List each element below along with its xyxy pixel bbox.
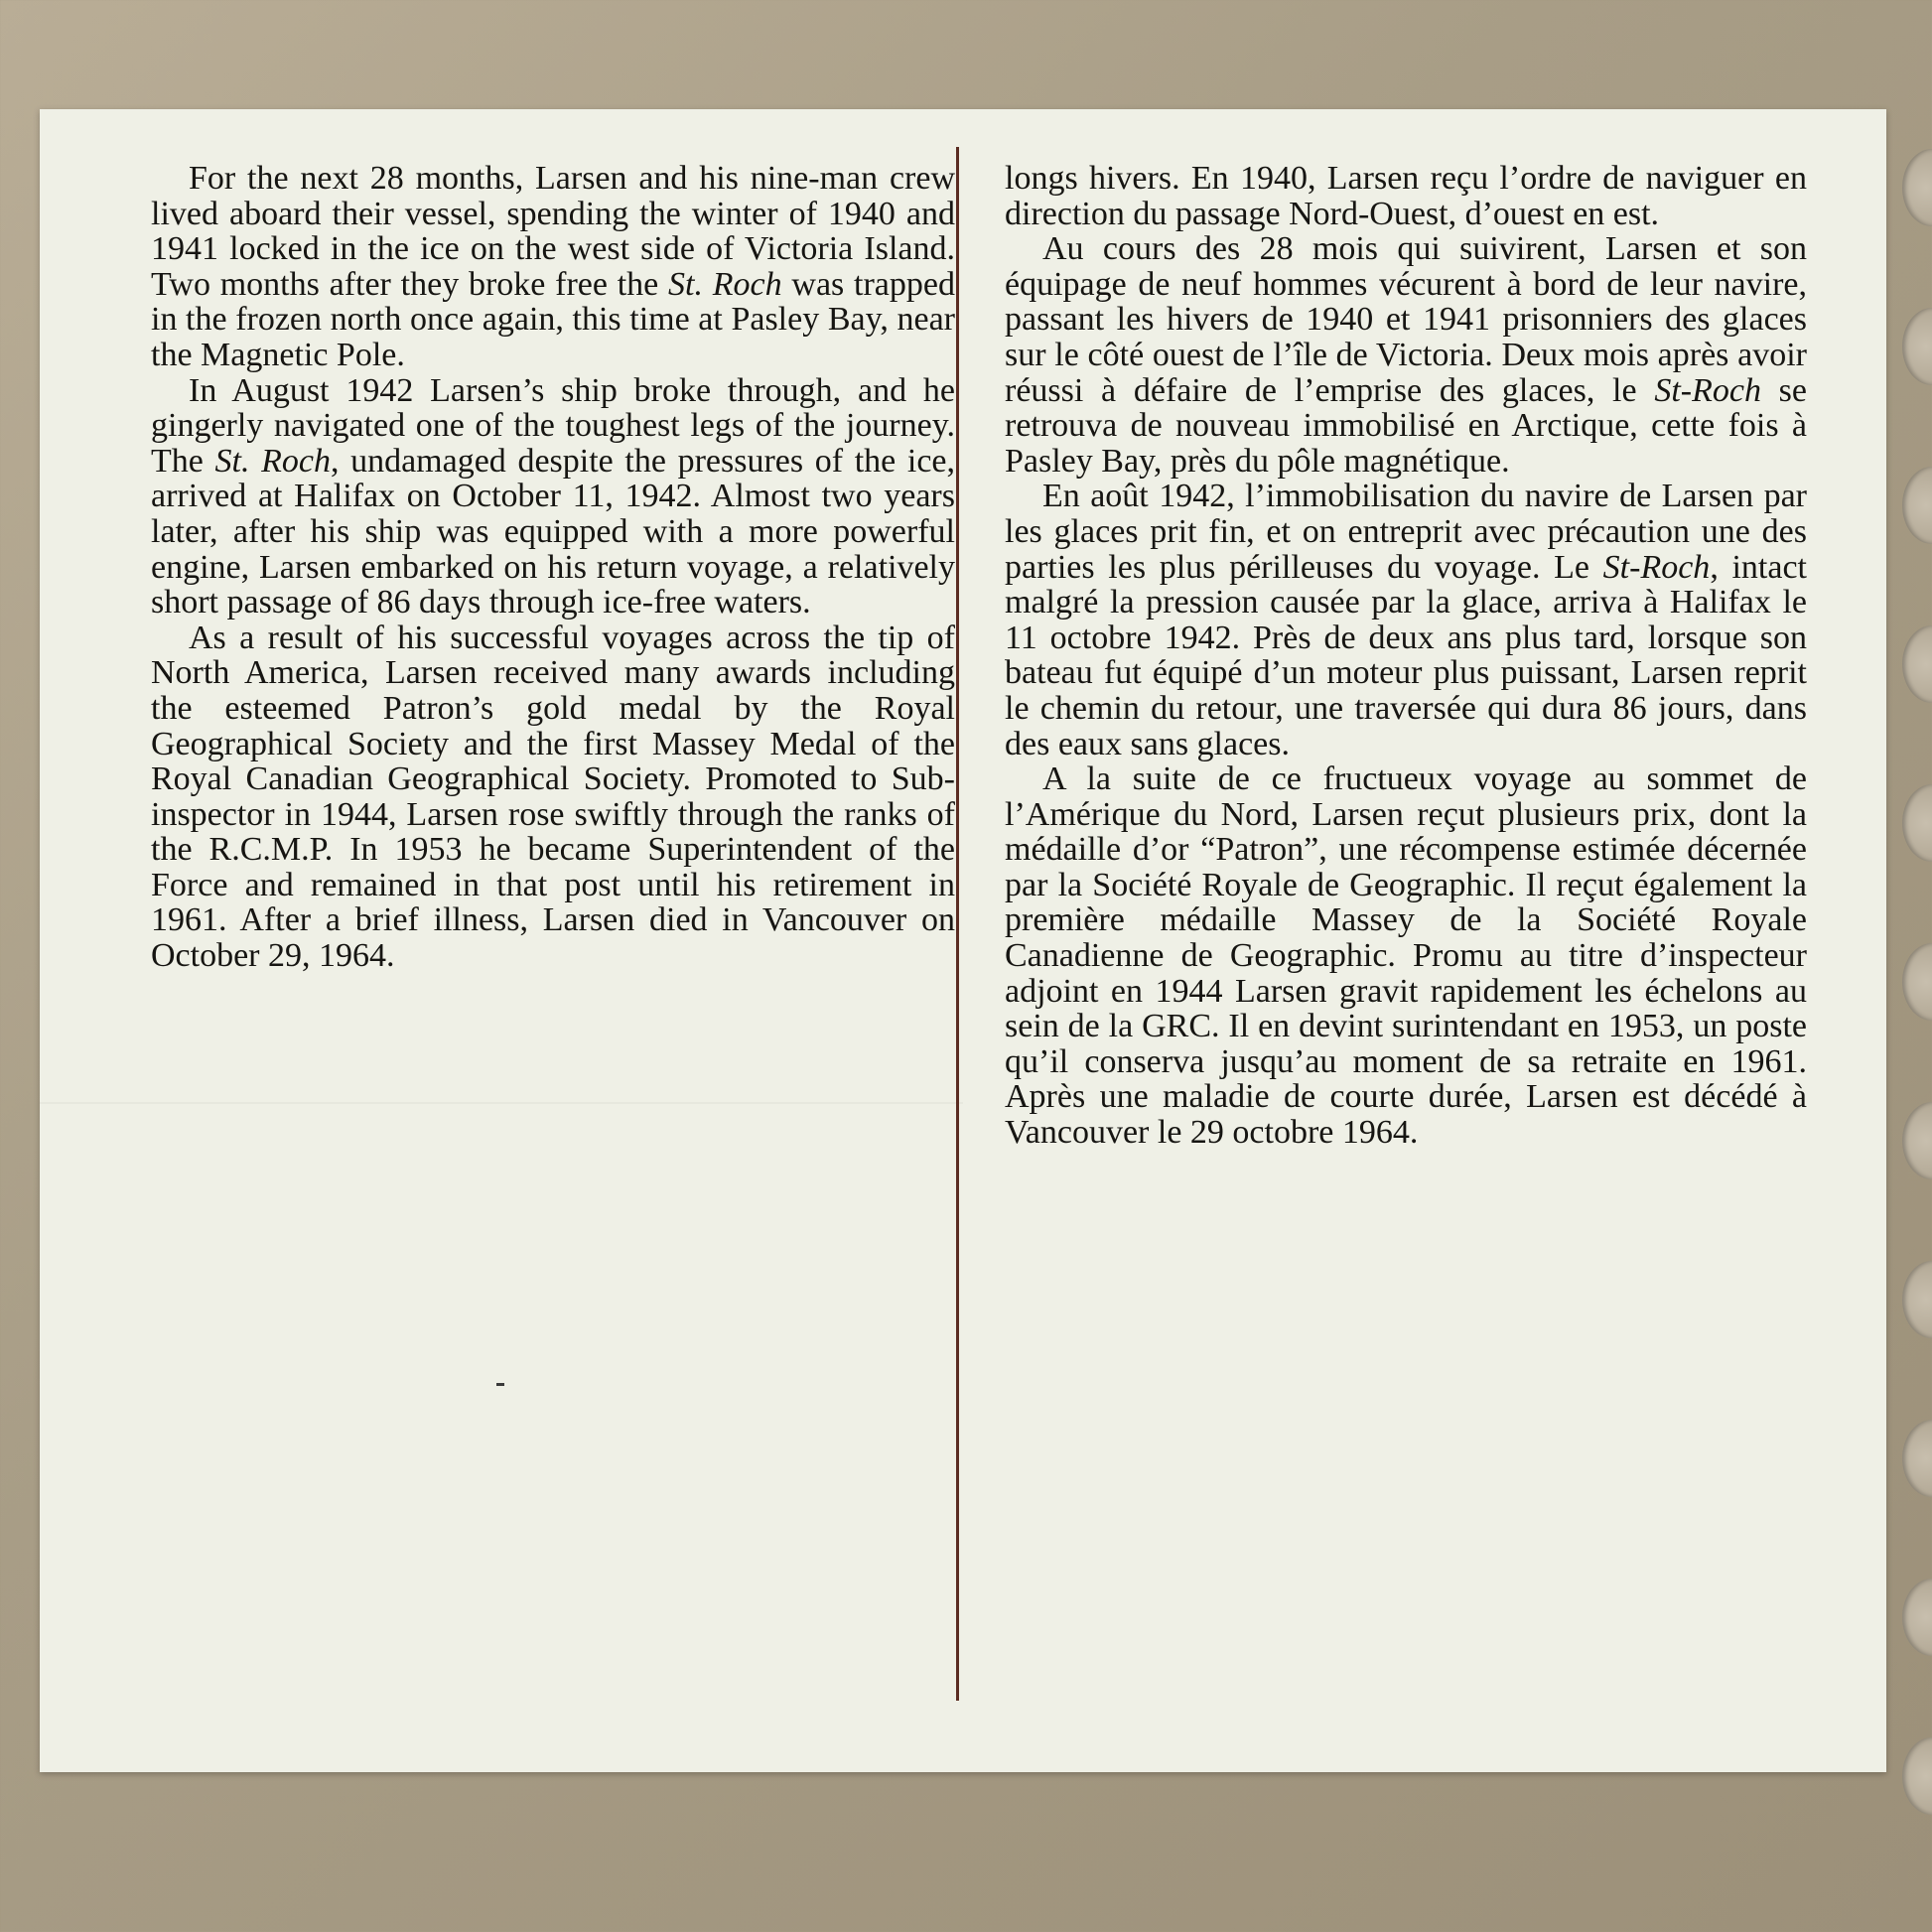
english-column: [151, 161, 955, 974]
english-paragraph-3: As a result of his successful voyages across the tip of North America, Larsen received many awards including the esteemed Patron’s gold medal by the Royal Geographical Society and the first Massey Medal of the Royal Canadian Geographical Society. Promoted to Sub-inspector in 1944, Larsen rose swiftly through the ranks of the R.C.M.P. In 1953 he became Superintendent of the Force and remained in that post until his retirement in 1961. After a brief illness, Larsen died in Vancouver on October 29, 1964.: [151, 619, 955, 975]
english-paragraph-1: For the next 28 months, Larsen and his nine-man crew lived aboard their vessel, spending the winter of 1940 and 1941 locked in the ice on the west side of Victoria Island. Two months after they broke free the St. Roch was trapped in the frozen north once again, this time at Pasley Bay, near the Magnetic Pole.: [151, 160, 955, 373]
binder-hole: [1902, 784, 1932, 862]
binder-hole: [1902, 1737, 1932, 1815]
french-paragraph-3: A la suite de ce fructueux voyage au sommet de l’Amérique du Nord, Larsen reçut plusieurs prix, dont la médaille d’or “Patron”, une récompense estimée décernée par la Société Royale de Geographic. Il reçut également la première médaille Massey de la Société Royale Canadienne de Geographic. Promu au titre d’inspecteur adjoint en 1944 Larsen gravit rapidement les échelons au sein de la GRC. Il en devint surintendant en 1953, un poste qu’il conserva jusqu’au moment de sa retraite en 1961. Après une maladie de courte durée, Larsen est décédé à Vancouver le 29 octobre 1964.: [1005, 760, 1807, 1152]
english-paragraph-2: In August 1942 Larsen’s ship broke through, and he gingerly navigated one of the toughest legs of the journey. The St. Roch, undamaged despite the pressures of the ice, arrived at Halifax on October 11, 1942. Almost two years later, after his ship was equipped with a more powerful engine, Larsen embarked on his return voyage, a relatively short passage of 86 days through ice-free waters.: [151, 371, 955, 621]
french-paragraph-2: En août 1942, l’immobilisation du navire de Larsen par les glaces prit fin, et on entreprit avec précaution une des parties les plus périlleuses du voyage. Le St-Roch, intact malgré la pression causée par la glace, arriva à Halifax le 11 octobre 1942. Près de deux ans plus tard, lorsque son bateau fut équipé d’un moteur plus puissant, Larsen reprit le chemin du retour, une traversée qui dura 86 jours, dans des eaux sans glaces.: [1005, 478, 1807, 762]
ink-speck: [496, 1383, 504, 1386]
binder-hole: [1902, 149, 1932, 226]
binder-hole: [1902, 308, 1932, 385]
column-divider: [956, 147, 959, 1701]
binder-hole: [1902, 1102, 1932, 1179]
binder-hole: [1902, 1261, 1932, 1338]
document-page: [40, 109, 1886, 1772]
binder-hole: [1902, 625, 1932, 703]
french-paragraph-1: Au cours des 28 mois qui suivirent, Larsen et son équipage de neuf hommes vécurent à bord de leur navire, passant les hivers de 1940 et 1941 prisonniers des glaces sur le côté ouest de l’île de Victoria. Deux mois après avoir réussi à défaire de l’emprise des glaces, le St-Roch se retrouva de nouveau immobilisé en Arctique, cette fois à Pasley Bay, près du pôle magnétique.: [1005, 230, 1807, 480]
binder-hole: [1902, 1579, 1932, 1656]
binder-hole: [1902, 1420, 1932, 1497]
french-paragraph-continued: longs hivers. En 1940, Larsen reçu l’ordre de naviguer en direction du passage Nord-Ouest, d’ouest en est.: [1005, 160, 1807, 232]
fold-crease: [40, 1102, 963, 1104]
binder-holes: [1872, 0, 1932, 1932]
binder-hole: [1902, 943, 1932, 1021]
binder-hole: [1902, 467, 1932, 544]
french-column: [1005, 161, 1807, 1151]
